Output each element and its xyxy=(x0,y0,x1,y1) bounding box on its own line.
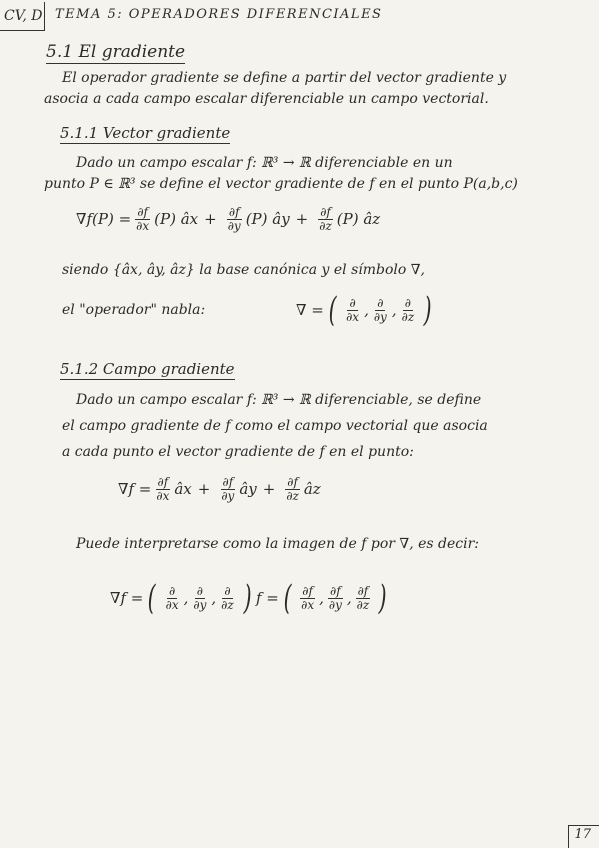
unit-x: âx xyxy=(174,480,192,499)
frac-den: ∂z xyxy=(356,597,370,612)
partial-y-fraction xyxy=(219,476,236,502)
frac-den: ∂y xyxy=(193,597,207,612)
frac-den: ∂y xyxy=(373,309,387,324)
frac-num: ∂ xyxy=(224,583,231,598)
nabla-d-dy xyxy=(372,297,389,323)
intro-line-1: El operador gradiente se define a partir del vector gradiente y xyxy=(62,70,507,86)
f-equals: f = xyxy=(255,589,279,607)
d-dx-fraction xyxy=(164,585,181,611)
section-heading-5-1-2: 5.1.2 Campo gradiente xyxy=(60,360,235,378)
frac-num: ∂ xyxy=(196,583,203,598)
plus-sign: + xyxy=(197,480,211,499)
d-dz-fraction xyxy=(219,585,236,611)
frac-num: ∂f xyxy=(357,583,369,598)
right-paren: ) xyxy=(378,578,387,618)
comma: , xyxy=(391,301,397,319)
header-tag: CV, D xyxy=(4,8,43,24)
frac-num: ∂ xyxy=(377,295,384,310)
section-heading-5-1: 5.1 El gradiente xyxy=(46,42,186,62)
field-grad-line-3: a cada punto el vector gradiente de f en el punto: xyxy=(62,444,414,460)
section-heading-5-1-1: 5.1.1 Vector gradiente xyxy=(60,124,231,142)
frac-den: ∂x xyxy=(165,597,179,612)
frac-den: ∂x xyxy=(156,488,170,503)
unit-y: ây xyxy=(239,480,257,499)
d-dy-fraction xyxy=(191,585,208,611)
comma: , xyxy=(346,589,352,607)
frac-num: ∂f xyxy=(157,475,169,489)
comma: , xyxy=(211,589,217,607)
frac-den: ∂x xyxy=(136,218,150,233)
vector-grad-line-1: Dado un campo escalar f: ℝ³ → ℝ diferenciable en un xyxy=(76,155,453,171)
frac-den: ∂y xyxy=(227,218,241,233)
field-grad-line-1: Dado un campo escalar f: ℝ³ → ℝ diferenciable, se define xyxy=(76,392,482,408)
formula-lhs: ∇f = xyxy=(118,480,152,499)
frac-num: ∂f xyxy=(302,583,313,598)
frac-num: ∂ xyxy=(349,295,356,310)
nabla-lhs: ∇ = xyxy=(296,301,324,319)
frac-num: ∂f xyxy=(287,475,298,489)
plus-sign: + xyxy=(262,480,276,499)
nabla-f-formula xyxy=(110,578,391,618)
frac-num: ∂f xyxy=(222,475,234,489)
partial-z-fraction xyxy=(284,476,301,502)
comma: , xyxy=(319,589,324,607)
nabla-d-dx xyxy=(344,297,361,323)
left-paren: ( xyxy=(283,578,292,618)
plus-sign: + xyxy=(204,210,217,229)
frac-den: ∂z xyxy=(319,218,332,233)
frac-num: ∂ xyxy=(169,583,176,598)
frac-num: ∂ xyxy=(404,295,411,310)
frac-den: ∂y xyxy=(328,597,342,612)
comma: , xyxy=(183,589,189,607)
basis-line: siendo {âx, ây, âz} la base canónica y el símbolo ∇, xyxy=(62,262,425,278)
frac-den: ∂z xyxy=(221,597,234,612)
frac-num: ∂f xyxy=(320,205,331,219)
field-grad-line-2: el campo gradiente de f como el campo vectorial que asocia xyxy=(62,418,488,434)
frac-num: ∂f xyxy=(228,205,240,219)
nabla-formula xyxy=(296,290,436,330)
partial-y-fraction xyxy=(226,206,243,232)
intro-line-2: asocia a cada campo escalar diferenciable un campo vectorial. xyxy=(44,91,489,107)
nabla-label: el "operador" nabla: xyxy=(62,302,206,318)
plus-sign: + xyxy=(295,210,309,229)
df-dx-fraction xyxy=(299,585,316,611)
frac-den: ∂y xyxy=(221,488,235,503)
left-paren: ( xyxy=(148,578,156,618)
interpret-line: Puede interpretarse como la imagen de f por ∇, es decir: xyxy=(76,536,479,552)
gradient-field-formula xyxy=(118,476,321,502)
frac-den: ∂x xyxy=(346,309,360,324)
formula-lhs: ∇f = xyxy=(110,589,144,607)
partial-x-fraction xyxy=(134,206,151,232)
right-paren: ) xyxy=(423,290,432,330)
header-box xyxy=(0,2,45,31)
page-number: 17 xyxy=(574,827,591,842)
frac-num: ∂f xyxy=(330,583,341,598)
right-paren: ) xyxy=(243,578,252,618)
df-dz-fraction xyxy=(355,585,372,611)
vector-grad-line-2: punto P ∈ ℝ³ se define el vector gradiente de f en el punto P(a,b,c) xyxy=(44,176,518,192)
gradient-vector-formula xyxy=(76,206,380,232)
term-y: (P) ây xyxy=(245,210,290,229)
frac-den: ∂z xyxy=(401,309,415,324)
term-z: (P) âz xyxy=(336,210,381,229)
formula-lhs: ∇f(P) = xyxy=(76,210,132,229)
unit-z: âz xyxy=(303,480,321,499)
header-title: TEMA 5: OPERADORES DIFERENCIALES xyxy=(55,7,383,22)
df-dy-fraction xyxy=(327,585,344,611)
partial-z-fraction xyxy=(317,206,334,232)
frac-den: ∂x xyxy=(301,597,315,612)
frac-num: ∂f xyxy=(137,205,148,219)
partial-x-fraction xyxy=(154,476,171,502)
left-paren: ( xyxy=(328,290,337,330)
comma: , xyxy=(364,301,369,319)
nabla-d-dz xyxy=(400,297,417,323)
term-x: (P) âx xyxy=(154,210,199,229)
frac-den: ∂z xyxy=(286,488,299,503)
